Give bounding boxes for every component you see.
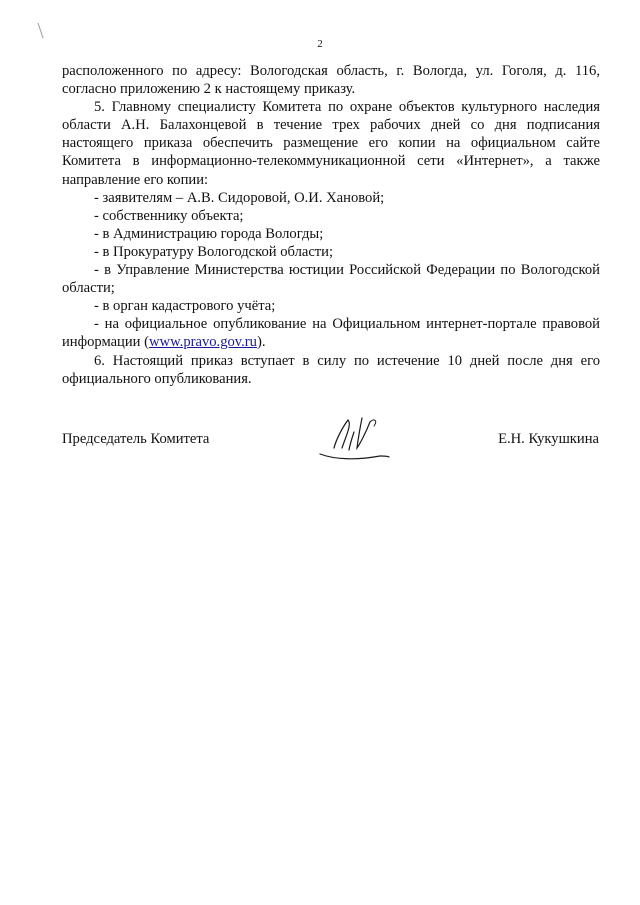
page-number: 2 (317, 38, 323, 50)
recipient-item: - в Управление Министерства юстиции Российской Федерации по Вологодской области; (62, 262, 600, 297)
handwritten-signature (318, 414, 390, 466)
paragraph-continuation: расположенного по адресу: Вологодская область, г. Вологда, ул. Гоголя, д. 116, согласно приложению 2 к настоящему приказу. (62, 63, 600, 98)
document-body (62, 62, 600, 388)
recipient-item: - в Прокуратуру Вологодской области; (94, 243, 334, 260)
recipient-item: - в Администрацию города Вологды; (94, 225, 324, 242)
recipient-item: - в орган кадастрового учёта; (94, 298, 276, 315)
signatory-position: Председатель Комитета (62, 431, 210, 447)
pravo-link[interactable]: www.pravo.gov.ru (149, 334, 257, 351)
paragraph-item-5: 5. Главному специалисту Комитета по охране объектов культурного наследия области А.Н. Балахонцевой в течение трех рабочих дней со дня подписания настоящего приказа обеспечить размещение его копии на официальном сайте Комитета в информационно-телекоммуникационной сети «Интернет», а также направление его копии: (62, 99, 600, 188)
recipient-item: - собственнику объекта; (94, 207, 244, 224)
portal-prefix: - на официальное опубликование на Официальном интернет-портале правовой информации ( (62, 316, 600, 351)
portal-suffix: ). (256, 334, 266, 351)
paragraph-item-6: 6. Настоящий приказ вступает в силу по истечение 10 дней после дня его официального опубликования. (62, 352, 600, 387)
recipient-item: - заявителям – А.В. Сидоровой, О.И. Хановой; (94, 189, 385, 206)
recipient-item-portal (62, 315, 600, 351)
signatory-name: Е.Н. Кукушкина (498, 431, 599, 447)
